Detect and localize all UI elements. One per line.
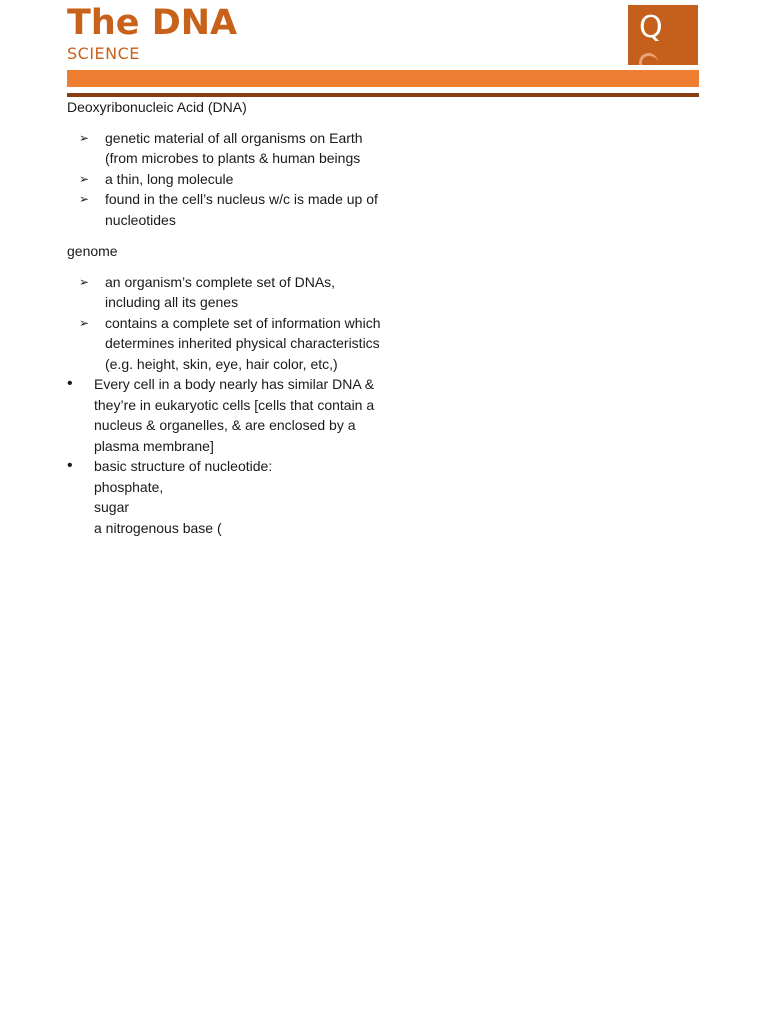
dot-bullet-icon: • [67, 375, 73, 392]
list-item-text: a thin, long molecule [105, 170, 234, 187]
dna-heading: Deoxyribonucleic Acid (DNA) [67, 99, 247, 115]
arrow-bullet-icon: ➢ [79, 315, 90, 330]
list-item [67, 128, 387, 169]
dna-point-list [67, 128, 387, 231]
arrow-bullet-icon: ➢ [79, 274, 90, 289]
nucleotide-part: a nitrogenous base ( [94, 519, 222, 536]
arrow-bullet-icon: ➢ [79, 192, 90, 206]
nucleotide-part: phosphate, [94, 478, 164, 495]
list-item [67, 189, 387, 230]
genome-point-list [67, 272, 387, 375]
genome-heading: genome [67, 243, 118, 259]
document-title: The DNA [67, 3, 238, 43]
dot-bullet-icon: • [67, 457, 73, 474]
list-item [67, 374, 387, 456]
document-body [67, 97, 387, 538]
list-item [67, 272, 387, 313]
header-band [67, 70, 699, 87]
tab-letter-fragment [639, 53, 658, 65]
list-item-text: basic structure of nucleotide: [94, 458, 273, 474]
nucleotide-part: sugar [94, 499, 130, 515]
dot-point-list [67, 374, 387, 538]
list-item-text: genetic material of all organisms on Earth (from microbes to plants & human beings [105, 129, 363, 166]
tab-letter: Q [639, 10, 663, 45]
list-item [67, 456, 387, 538]
list-item [67, 313, 387, 375]
document-subtitle: SCIENCE [67, 44, 140, 63]
list-item-text: Every cell in a body nearly has similar DNA & they’re in eukaryotic cells [cells that contain a nucleus & organelles, & are enclosed by a plasma membrane] [94, 376, 375, 454]
list-item-text: an organism’s complete set of DNAs, including all its genes [105, 273, 336, 310]
list-item-text: found in the cell’s nucleus w/c is made up of nucleotides [105, 191, 378, 228]
header-tab-box [628, 5, 698, 65]
arrow-bullet-icon: ➢ [79, 130, 90, 145]
list-item-text: contains a complete set of information which determines inherited physical characteristics (e.g. height, skin, eye, hair color, etc,) [105, 314, 381, 372]
arrow-bullet-icon: ➢ [79, 171, 90, 186]
list-item [67, 169, 387, 190]
